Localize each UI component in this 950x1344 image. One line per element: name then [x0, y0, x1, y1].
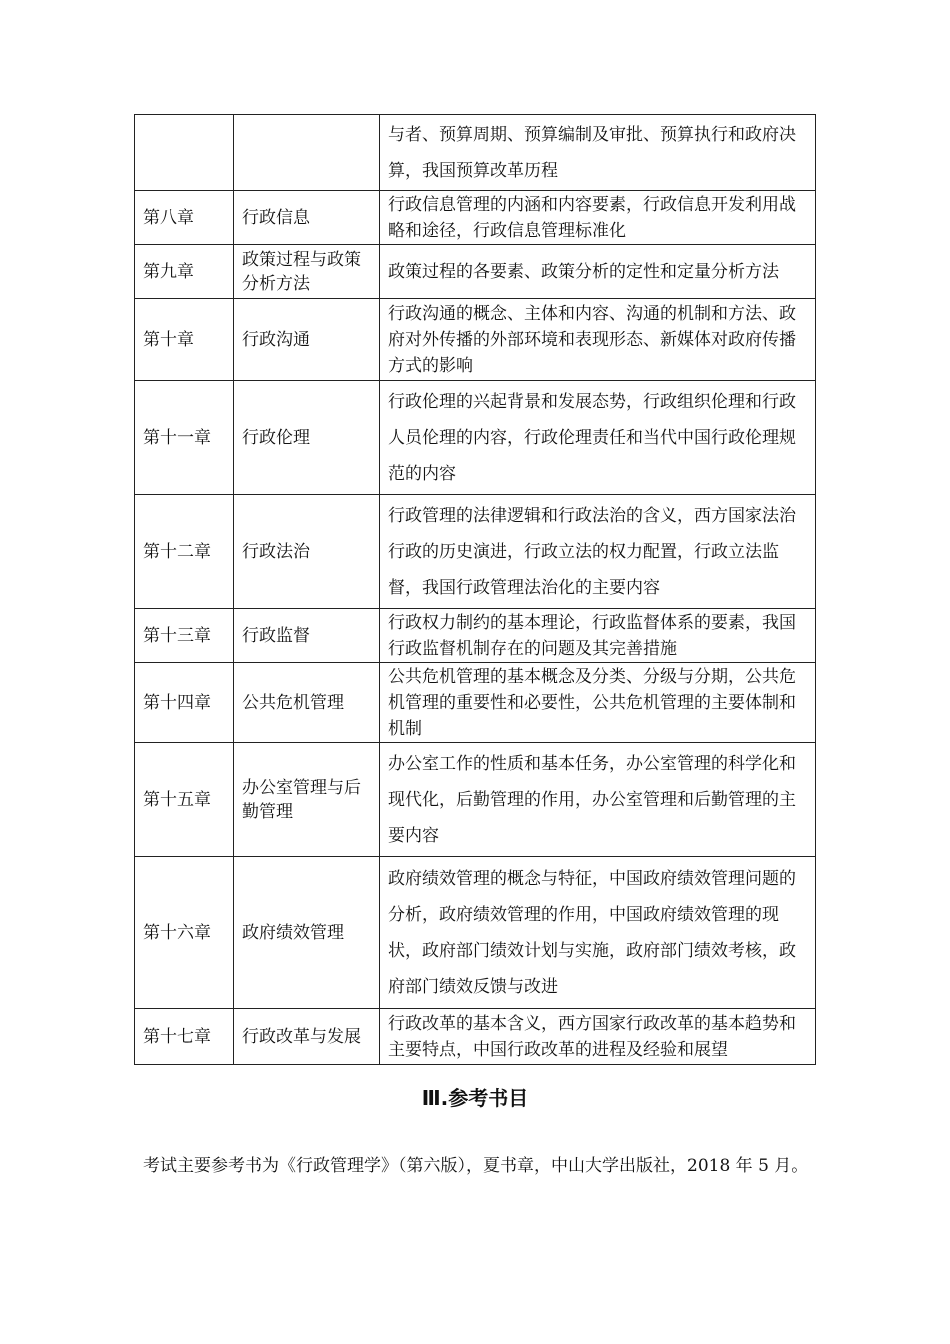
chapter-cell: 第十五章: [135, 743, 234, 857]
table-row: [135, 191, 816, 245]
chapter-cell: 第八章: [135, 191, 234, 245]
table-body: [135, 115, 816, 1065]
chapter-cell: 第十六章: [135, 857, 234, 1009]
content-cell: 政府绩效管理的概念与特征，中国政府绩效管理问题的分析，政府绩效管理的作用，中国政府绩效管理的现状，政府部门绩效计划与实施，政府部门绩效考核，政府部门绩效反馈与改进: [380, 857, 816, 1009]
content-cell: 政策过程的各要素、政策分析的定性和定量分析方法: [380, 245, 816, 299]
table-row: [135, 743, 816, 857]
syllabus-table: [134, 114, 816, 1065]
title-cell: 行政监督: [234, 609, 380, 663]
content-cell: 行政权力制约的基本理论，行政监督体系的要素，我国行政监督机制存在的问题及其完善措施: [380, 609, 816, 663]
content-cell: 行政改革的基本含义，西方国家行政改革的基本趋势和主要特点，中国行政改革的进程及经验和展望: [380, 1009, 816, 1065]
content-cell: 行政伦理的兴起背景和发展态势，行政组织伦理和行政人员伦理的内容，行政伦理责任和当代中国行政伦理规范的内容: [380, 381, 816, 495]
content-cell: 公共危机管理的基本概念及分类、分级与分期，公共危机管理的重要性和必要性，公共危机管理的主要体制和机制: [380, 663, 816, 743]
reference-text: 考试主要参考书为《行政管理学》（第六版），夏书章，中山大学出版社，2018 年 5 月。: [143, 1156, 809, 1176]
title-cell: 行政信息: [234, 191, 380, 245]
table-row: [135, 115, 816, 191]
table-row: [135, 299, 816, 381]
chapter-cell: 第十二章: [135, 495, 234, 609]
table-row: [135, 495, 816, 609]
content-cell: 与者、预算周期、预算编制及审批、预算执行和政府决算，我国预算改革历程: [380, 115, 816, 191]
content-cell: 办公室工作的性质和基本任务，办公室管理的科学化和现代化，后勤管理的作用，办公室管理和后勤管理的主要内容: [380, 743, 816, 857]
title-cell: 政策过程与政策分析方法: [234, 245, 380, 299]
title-cell: 办公室管理与后勤管理: [234, 743, 380, 857]
table-row: [135, 1009, 816, 1065]
table-row: [135, 857, 816, 1009]
table-row: [135, 663, 816, 743]
section-heading: Ⅲ.参考书目: [421, 1086, 529, 1110]
title-cell: 行政沟通: [234, 299, 380, 381]
table-row: [135, 245, 816, 299]
title-cell: 行政改革与发展: [234, 1009, 380, 1065]
title-cell: [234, 115, 380, 191]
content-cell: 行政沟通的概念、主体和内容、沟通的机制和方法、政府对外传播的外部环境和表现形态、新媒体对政府传播方式的影响: [380, 299, 816, 381]
chapter-cell: 第十七章: [135, 1009, 234, 1065]
content-cell: 行政管理的法律逻辑和行政法治的含义，西方国家法治行政的历史演进，行政立法的权力配置，行政立法监督，我国行政管理法治化的主要内容: [380, 495, 816, 609]
chapter-cell: 第十三章: [135, 609, 234, 663]
title-cell: 行政伦理: [234, 381, 380, 495]
chapter-cell: 第十一章: [135, 381, 234, 495]
chapter-cell: 第十四章: [135, 663, 234, 743]
chapter-cell: 第九章: [135, 245, 234, 299]
title-cell: 政府绩效管理: [234, 857, 380, 1009]
content-cell: 行政信息管理的内涵和内容要素，行政信息开发利用战略和途径，行政信息管理标准化: [380, 191, 816, 245]
table-row: [135, 609, 816, 663]
chapter-cell: 第十章: [135, 299, 234, 381]
title-cell: 行政法治: [234, 495, 380, 609]
table-row: [135, 381, 816, 495]
chapter-cell: [135, 115, 234, 191]
title-cell: 公共危机管理: [234, 663, 380, 743]
